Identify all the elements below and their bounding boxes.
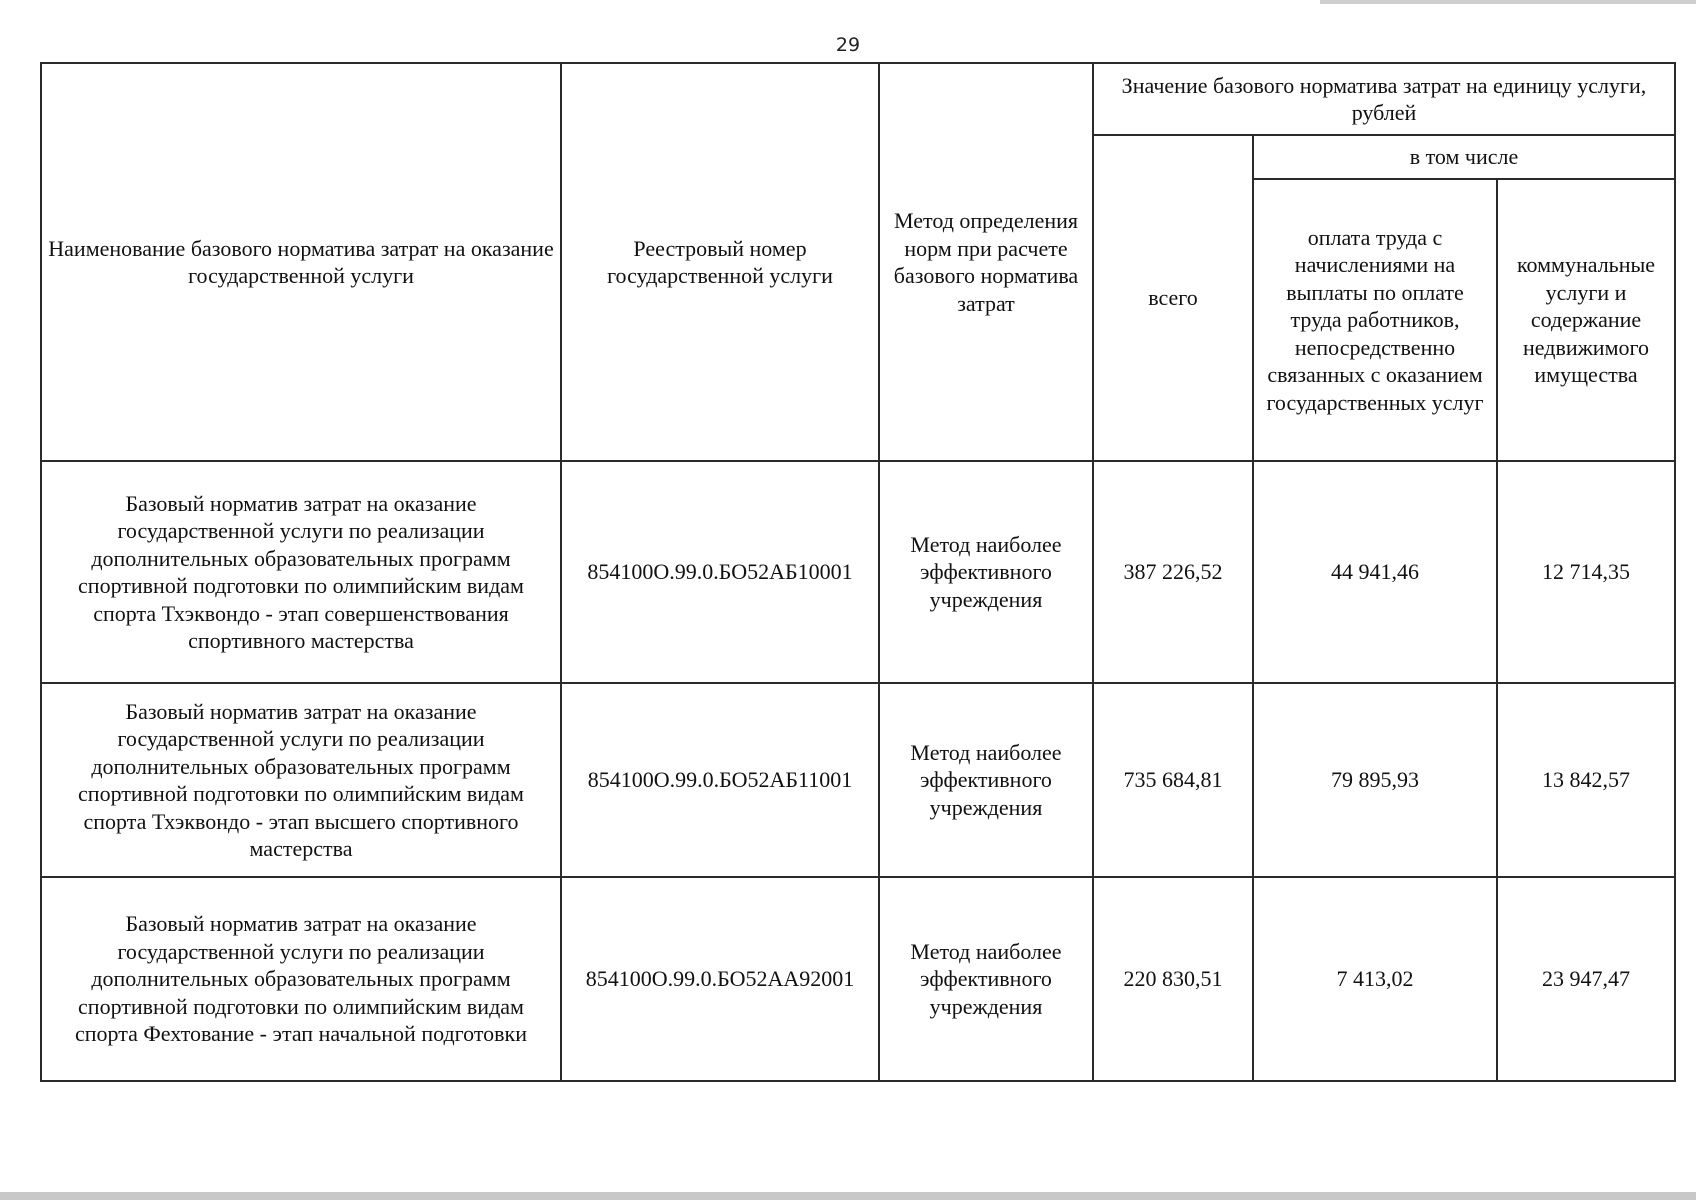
row-method: Метод наиболее эффективного учреждения xyxy=(879,877,1093,1081)
row-total: 735 684,81 xyxy=(1093,683,1253,877)
table-row xyxy=(41,877,1675,1081)
row-registry-number: 854100О.99.0.БО52АБ10001 xyxy=(561,461,879,683)
header-method: Метод определения норм при расчете базового норматива затрат xyxy=(879,63,1093,461)
row-name: Базовый норматив затрат на оказание государственной услуги по реализации дополнительных образовательных программ спортивной подготовки по олимпийским видам спорта Фехтование - этап начальной подготовки xyxy=(41,877,561,1081)
header-labor: оплата труда с начислениями на выплаты по оплате труда работников, непосредственно связанных с оказанием государственных услуг xyxy=(1253,179,1497,461)
row-labor: 79 895,93 xyxy=(1253,683,1497,877)
row-utilities: 12 714,35 xyxy=(1497,461,1675,683)
row-total: 220 830,51 xyxy=(1093,877,1253,1081)
row-utilities: 13 842,57 xyxy=(1497,683,1675,877)
header-value-group: Значение базового норматива затрат на единицу услуги, рублей xyxy=(1093,63,1675,135)
row-name: Базовый норматив затрат на оказание государственной услуги по реализации дополнительных образовательных программ спортивной подготовки по олимпийским видам спорта Тхэквондо - этап высшего спортивного мастерства xyxy=(41,683,561,877)
table-row xyxy=(41,683,1675,877)
header-registry-number: Реестровый номер государственной услуги xyxy=(561,63,879,461)
row-utilities: 23 947,47 xyxy=(1497,877,1675,1081)
row-labor: 44 941,46 xyxy=(1253,461,1497,683)
header-including: в том числе xyxy=(1253,135,1675,179)
page-number: 29 xyxy=(835,34,861,56)
header-name: Наименование базового норматива затрат на оказание государственной услуги xyxy=(41,63,561,461)
cost-norms-table xyxy=(40,62,1676,1082)
scan-edge-bottom xyxy=(0,1192,1696,1200)
row-method: Метод наиболее эффективного учреждения xyxy=(879,461,1093,683)
row-labor: 7 413,02 xyxy=(1253,877,1497,1081)
row-total: 387 226,52 xyxy=(1093,461,1253,683)
header-row-1 xyxy=(41,63,1675,135)
row-registry-number: 854100О.99.0.БО52АБ11001 xyxy=(561,683,879,877)
table-row xyxy=(41,461,1675,683)
row-name: Базовый норматив затрат на оказание государственной услуги по реализации дополнительных образовательных программ спортивной подготовки по олимпийским видам спорта Тхэквондо - этап совершенствования спортивного мастерства xyxy=(41,461,561,683)
header-total: всего xyxy=(1093,135,1253,461)
row-registry-number: 854100О.99.0.БО52АА92001 xyxy=(561,877,879,1081)
row-method: Метод наиболее эффективного учреждения xyxy=(879,683,1093,877)
header-utilities: коммунальные услуги и содержание недвижимого имущества xyxy=(1497,179,1675,461)
scan-edge-top xyxy=(1320,0,1696,4)
